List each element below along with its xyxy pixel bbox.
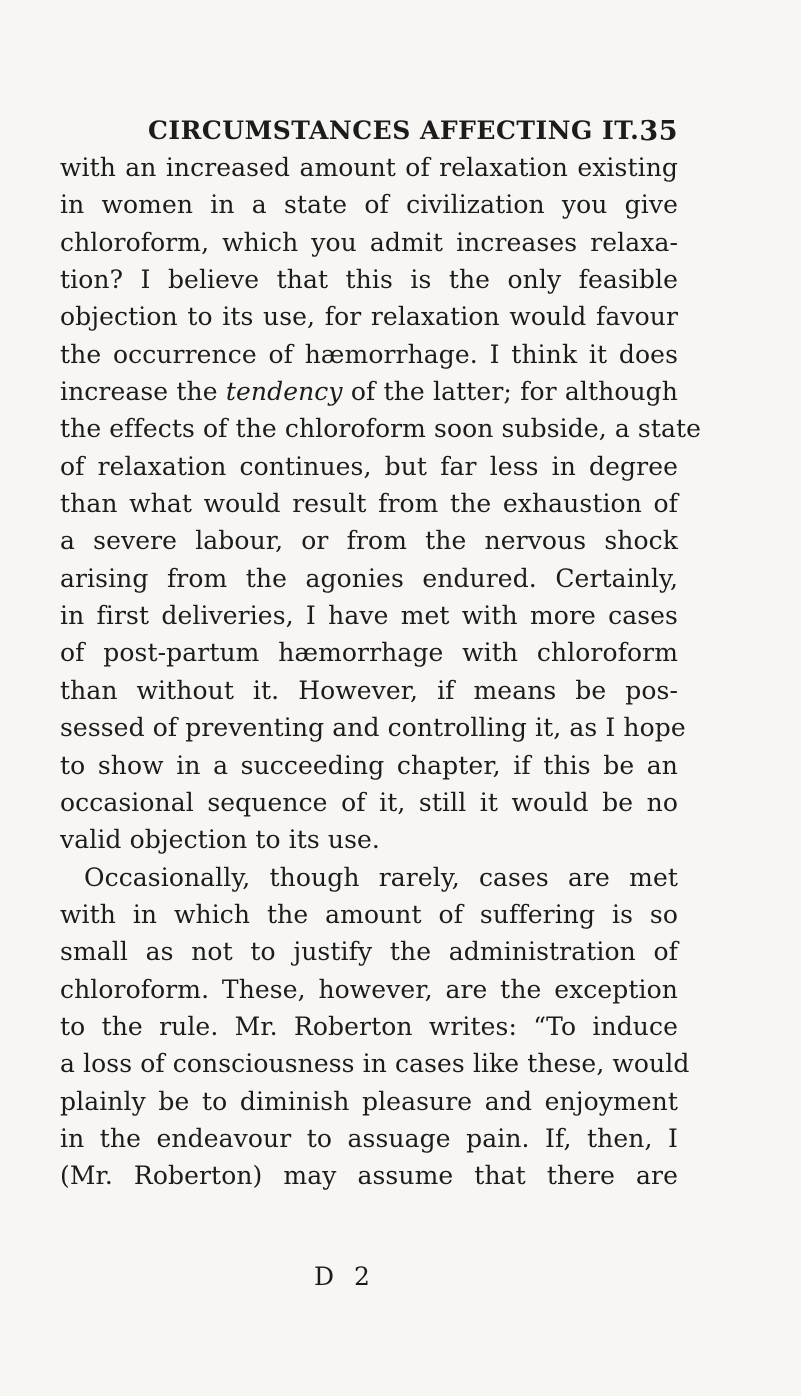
text-line: with an increased amount of relaxation existing (60, 153, 678, 182)
signature-mark: D 2 (314, 1262, 376, 1291)
text-line: with in which the amount of suffering is so (60, 899, 678, 929)
text-line: a severe labour, or from the nervous shock (60, 526, 678, 556)
text-line: the effects of the chloroform soon subside, a state (60, 414, 702, 444)
text-run: increase the (60, 377, 226, 407)
text-line: small as not to justify the administration of (60, 937, 678, 967)
page-number: 35 (639, 116, 678, 147)
text-line: the occurrence of hæmorrhage. I think it does (60, 339, 678, 369)
running-title: CIRCUMSTANCES AFFECTING IT. (148, 116, 640, 145)
text-line: to the rule. Mr. Roberton writes: “To induce (60, 1011, 678, 1041)
text-line: of relaxation continues, but far less in degree (60, 451, 678, 481)
text-line: chloroform, which you admit increases relaxa- (60, 227, 678, 257)
text-line: sessed of preventing and controlling it, as I hope (60, 713, 686, 743)
paragraph-first-line: Occasionally, though rarely, cases are met (84, 862, 678, 892)
text-line: a loss of consciousness in cases like these, would (60, 1049, 690, 1079)
text-line: arising from the agonies endured. Certainly, (60, 563, 678, 593)
text-line: in women in a state of civilization you give (60, 190, 678, 220)
text-run: of the latter; for although (342, 377, 678, 407)
text-line: plainly be to diminish pleasure and enjoyment (60, 1086, 678, 1116)
text-line: objection to its use, for relaxation would favour (60, 302, 678, 332)
text-line: of post-partum hæmorrhage with chloroform (60, 638, 678, 668)
body-text (60, 149, 702, 1195)
italic-emphasis: tendency (225, 377, 343, 407)
running-head (148, 116, 678, 150)
text-line: chloroform. These, however, are the exception (60, 974, 678, 1004)
text-line: tion? I believe that this is the only feasible (60, 265, 678, 295)
paragraph-last-line: valid objection to its use. (60, 825, 380, 855)
text-line: to show in a succeeding chapter, if this be an (60, 750, 678, 780)
text-line: than without it. However, if means be pos- (60, 675, 678, 705)
text-line: occasional sequence of it, still it would be no (60, 787, 678, 817)
text-line: in the endeavour to assuage pain. If, then, I (60, 1123, 678, 1153)
text-line: in first deliveries, I have met with more cases (60, 601, 678, 631)
text-line: than what would result from the exhaustion of (60, 489, 678, 519)
text-line: (Mr. Roberton) may assume that there are (60, 1161, 678, 1191)
text-line (60, 373, 678, 410)
